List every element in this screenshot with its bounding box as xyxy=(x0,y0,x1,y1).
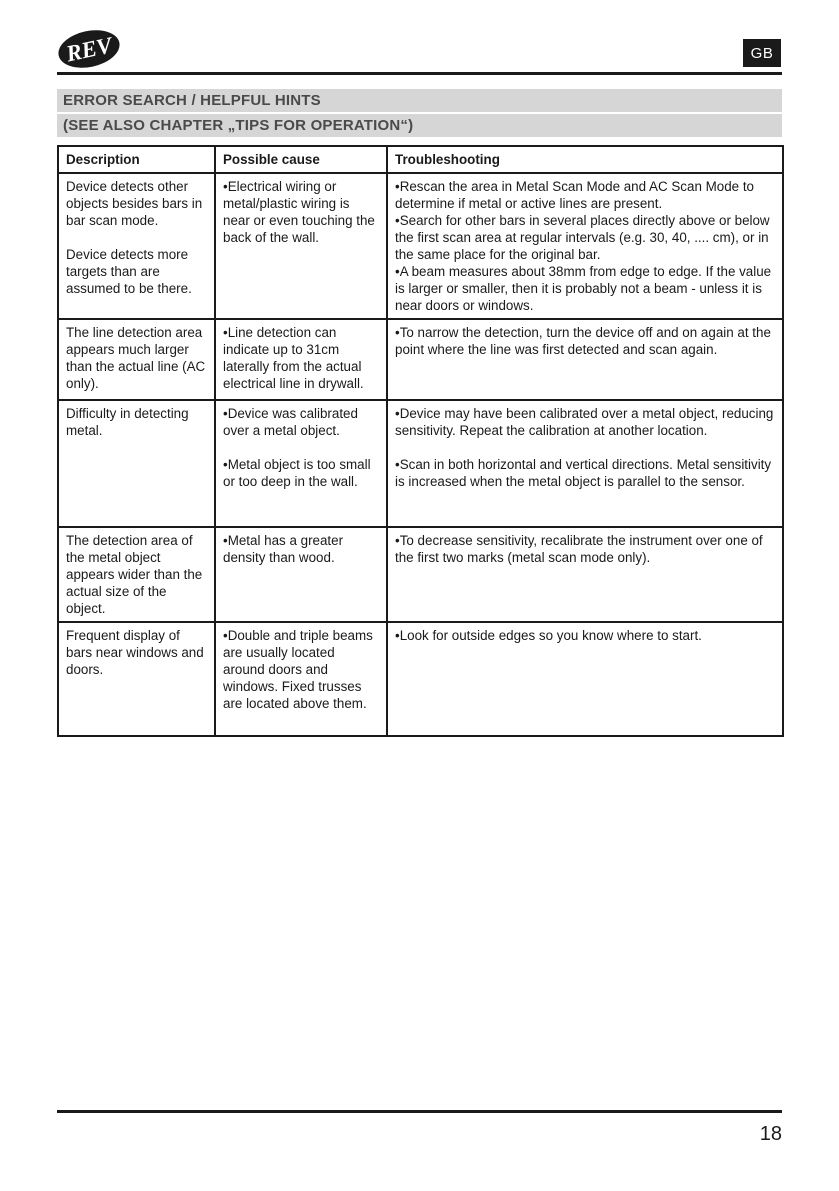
section-subtitle: (SEE ALSO CHAPTER „TIPS FOR OPERATION“) xyxy=(57,114,782,137)
troubleshooting-text: •Device may have been calibrated over a metal object, reducing sensitivity. Repeat the calibration at another location. xyxy=(395,406,774,438)
cause-text: •Metal object is too small or too deep in the wall. xyxy=(223,457,371,489)
description-text: Device detects more targets than are assumed to be there. xyxy=(66,247,192,296)
description-cell xyxy=(58,622,215,736)
troubleshooting-text: •To narrow the detection, turn the device off and on again at the point where the line was first detected and scan again. xyxy=(395,325,771,357)
column-header-cause: Possible cause xyxy=(215,146,387,173)
table-row xyxy=(58,527,783,622)
description-text: Device detects other objects besides bars in bar scan mode. xyxy=(66,179,203,228)
logo-text: REV xyxy=(63,32,115,67)
section-title: ERROR SEARCH / HELPFUL HINTS xyxy=(57,89,782,112)
description-text: The detection area of the metal object appears wider than the actual size of the object. xyxy=(66,533,203,616)
cause-cell xyxy=(215,319,387,400)
troubleshooting-text: •Rescan the area in Metal Scan Mode and AC Scan Mode to determine if metal or active lines are present. xyxy=(395,179,755,211)
cause-cell xyxy=(215,400,387,527)
troubleshooting-cell xyxy=(387,319,783,400)
troubleshooting-text: •Search for other bars in several places directly above or below the first scan area at regular intervals (e.g. 30, 40, .... cm), or in the same place for the original bar. xyxy=(395,213,770,262)
description-text: The line detection area appears much larger than the actual line (AC only). xyxy=(66,325,206,391)
description-cell xyxy=(58,173,215,319)
page-number: 18 xyxy=(759,1123,782,1145)
cause-cell xyxy=(215,173,387,319)
description-text: Difficulty in detecting metal. xyxy=(66,406,189,438)
troubleshooting-table xyxy=(57,145,784,737)
table-row xyxy=(58,319,783,400)
cause-text: •Electrical wiring or metal/plastic wiring is near or even touching the back of the wall. xyxy=(223,179,375,245)
troubleshooting-text: •Look for outside edges so you know where to start. xyxy=(395,628,702,643)
column-header-description: Description xyxy=(58,146,215,173)
cause-cell xyxy=(215,527,387,622)
cause-cell xyxy=(215,622,387,736)
column-header-troubleshooting: Troubleshooting xyxy=(387,146,783,173)
rev-logo-icon xyxy=(55,26,125,70)
table-header-row xyxy=(58,146,783,173)
table-row xyxy=(58,400,783,527)
language-badge: GB xyxy=(743,39,781,67)
footer-divider xyxy=(57,1110,782,1113)
cause-text: •Line detection can indicate up to 31cm laterally from the actual electrical line in drywall. xyxy=(223,325,364,391)
troubleshooting-text: •To decrease sensitivity, recalibrate the instrument over one of the first two marks (metal scan mode only). xyxy=(395,533,763,565)
cause-text: •Device was calibrated over a metal object. xyxy=(223,406,358,438)
troubleshooting-cell xyxy=(387,173,783,319)
table-row xyxy=(58,173,783,319)
troubleshooting-cell xyxy=(387,622,783,736)
table-row xyxy=(58,622,783,736)
description-cell xyxy=(58,400,215,527)
description-cell xyxy=(58,319,215,400)
troubleshooting-cell xyxy=(387,527,783,622)
troubleshooting-text: •Scan in both horizontal and vertical directions. Metal sensitivity is increased when the metal object is parallel to the sensor. xyxy=(395,457,772,489)
troubleshooting-text: •A beam measures about 38mm from edge to edge. If the value is larger or smaller, then it is probably not a beam - unless it is near doors or windows. xyxy=(395,264,772,313)
description-text: Frequent display of bars near windows and doors. xyxy=(66,628,204,677)
cause-text: •Metal has a greater density than wood. xyxy=(223,533,344,565)
cause-text: •Double and triple beams are usually located around doors and windows. Fixed trusses are located above them. xyxy=(223,628,373,711)
header-divider xyxy=(57,72,782,75)
troubleshooting-cell xyxy=(387,400,783,527)
description-cell xyxy=(58,527,215,622)
